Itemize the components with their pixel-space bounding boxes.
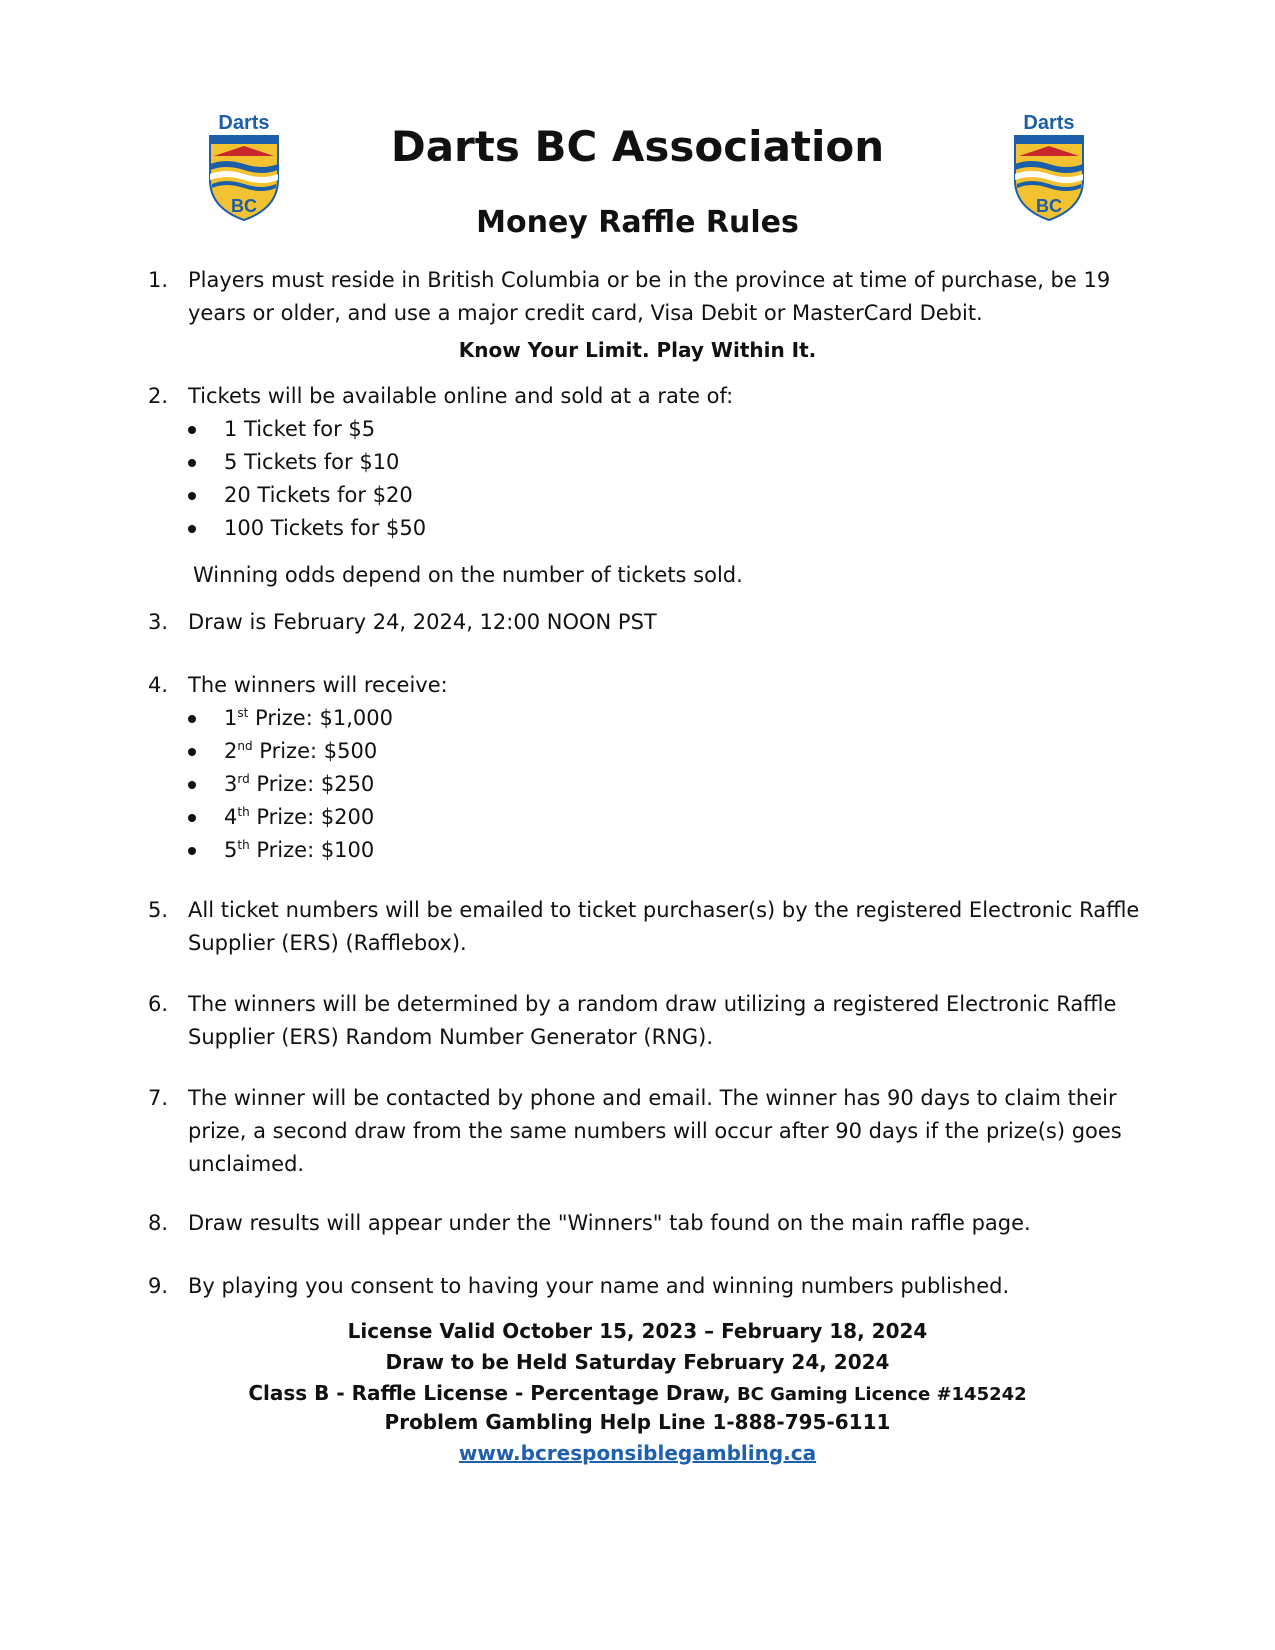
license-class: Class B - Raffle License - Percentage Draw, BC Gaming Licence #145242 (248, 1381, 1027, 1405)
rule-text: By playing you consent to having your name and winning numbers published. (188, 1274, 1010, 1298)
bullet-icon (188, 426, 196, 434)
bullet-icon (188, 459, 196, 467)
rule-text: Draw results will appear under the "Winners" tab found on the main raffle page. (188, 1211, 1031, 1235)
page-title: Darts BC Association (390, 122, 885, 171)
responsible-gambling-note: Know Your Limit. Play Within It. (458, 338, 817, 362)
rule-text: prize, a second draw from the same numbers will occur after 90 days if the prize(s) goes (188, 1119, 1122, 1143)
rule-text: Supplier (ERS) Random Number Generator (RNG). (188, 1025, 714, 1049)
rule-number: 4. (148, 673, 169, 697)
draw-held: Draw to be Held Saturday February 24, 2024 (385, 1350, 890, 1374)
rule-text: Players must reside in British Columbia or be in the province at time of purchase, be 19 (188, 268, 1111, 292)
rule-number: 3. (148, 610, 169, 634)
website-link-row (0, 1438, 1275, 1468)
rule-text: The winners will receive: (188, 673, 448, 697)
rule-number: 1. (148, 268, 169, 292)
rule-text: The winner will be contacted by phone and email. The winner has 90 days to claim their (188, 1086, 1117, 1110)
rule-number: 5. (148, 898, 169, 922)
rule-number: 6. (148, 992, 169, 1016)
gaming-licence-number: BC Gaming Licence #145242 (730, 1384, 1027, 1405)
website-link[interactable]: www.bcresponsiblegambling.ca (458, 1441, 817, 1465)
bullet-icon (188, 525, 196, 533)
rule-text: All ticket numbers will be emailed to ticket purchaser(s) by the registered Electronic Raffle (188, 898, 1140, 922)
bullet-icon (188, 715, 196, 723)
help-line: Problem Gambling Help Line 1-888-795-6111 (384, 1410, 891, 1434)
bullet-icon (188, 748, 196, 756)
bullet-icon (188, 847, 196, 855)
license-valid: License Valid October 15, 2023 – February 18, 2024 (347, 1319, 928, 1343)
rule-text: The winners will be determined by a random draw utilizing a registered Electronic Raffle (188, 992, 1117, 1016)
logo-text-bottom: BC (231, 196, 257, 216)
bullet-icon (188, 814, 196, 822)
rule-number: 9. (148, 1274, 169, 1298)
bullet-icon (188, 781, 196, 789)
winning-odds-note: Winning odds depend on the number of tickets sold. (193, 563, 743, 587)
logo-text-top: Darts (218, 112, 270, 134)
page-subtitle: Money Raffle Rules (476, 205, 799, 240)
rule-number: 8. (148, 1211, 169, 1235)
rule-text: Tickets will be available online and sold at a rate of: (188, 384, 734, 408)
rule-text: unclaimed. (188, 1152, 305, 1176)
rule-text: Supplier (ERS) (Rafflebox). (188, 931, 467, 955)
logo-text-top: Darts (1023, 112, 1075, 134)
logo-text-bottom: BC (1036, 196, 1062, 216)
rule-number: 2. (148, 384, 169, 408)
rule-text: Draw is February 24, 2024, 12:00 NOON PST (188, 610, 657, 634)
bullet-icon (188, 492, 196, 500)
rule-number: 7. (148, 1086, 169, 1110)
rule-text: years or older, and use a major credit card, Visa Debit or MasterCard Debit. (188, 301, 983, 325)
